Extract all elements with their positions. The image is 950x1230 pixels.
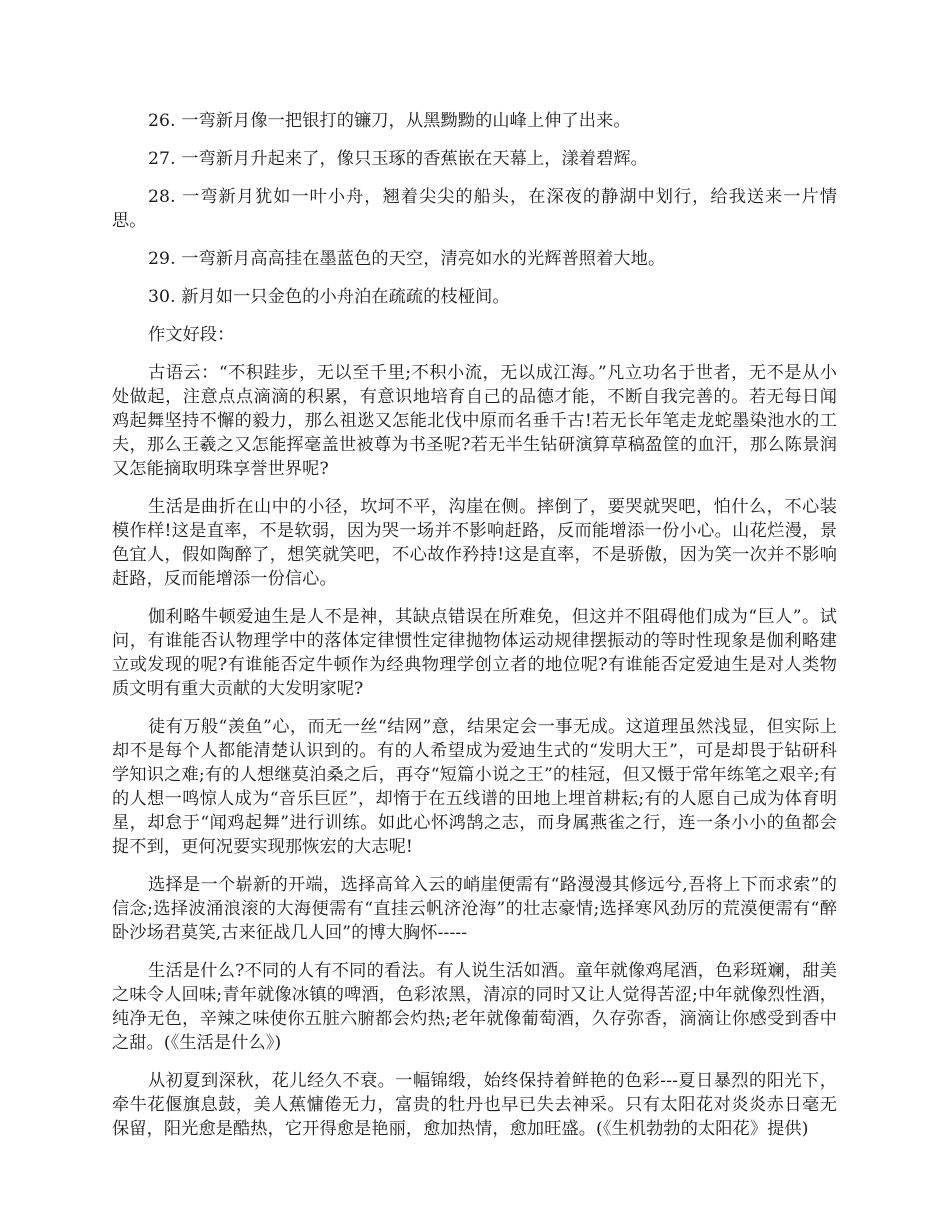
sentence-29: 29. 一弯新月高高挂在墨蓝色的天空，清亮如水的光辉普照着大地。 [148,249,666,269]
paragraph-sun-flower: 从初夏到深秋，花儿经久不衰。一幅锦缎，始终保持着鲜艳的色彩---夏日暴烈的阳光下，牵牛花偃旗息鼓，美人蕉慵倦无力，富贵的牡丹也早已失去神采。只有太阳花对炎炎赤日毫无保留，阳光愈是酷热，它开得愈是艳丽，愈加热情，愈加旺盛。(《生机勃勃的太阳花》提供) [112,1071,837,1139]
section-heading: 作文好段： [148,325,235,345]
sentence-26: 26. 一弯新月像一把银打的镰刀，从黑黝黝的山峰上伸了出来。 [148,111,631,131]
paragraph-life-wine: 生活是什么?不同的人有不同的看法。有人说生活如酒。童年就像鸡尾酒，色彩斑斓，甜美之味令人回味;青年就像冰镇的啤酒，色彩浓黑，清凉的同时又让人觉得苦涩;中年就像烈性酒，纯净无色，辛辣之味使你五脏六腑都会灼热;老年就像葡萄酒，久存弥香，滴滴让你感受到香中之甜。(《生活是什么》) [112,961,837,1053]
paragraph-fish-net: 徒有万般“羡鱼”心，而无一丝“结网”意，结果定会一事无成。这道理虽然浅显，但实际上却不是每个人都能清楚认识到的。有的人希望成为爱迪生式的“发明大王”，可是却畏于钻研科学知识之难;有的人想继莫泊桑之后，再夺“短篇小说之王”的桂冠，但又慑于常年练笔之艰辛;有的人想一鸣惊人成为“音乐巨匠”，却惰于在五线谱的田地上埋首耕耘;有的人愿自己成为体育明星，却怠于“闻鸡起舞”进行训练。如此心怀鸿鹄之志，而身属燕雀之行，连一条小小的鱼都会捉不到，更何况要实现那恢宏的大志呢! [112,717,837,857]
paragraph-ancient-saying: 古语云：“不积跬步，无以至千里;不积小流，无以成江海。”凡立功名于世者，无不是从小处做起，注意点点滴滴的积累，有意识地培育自己的品德才能，不断自我完善的。若无每日闻鸡起舞坚持不懈的毅力，那么祖逖又怎能北伐中原而名垂千古!若无长年笔走龙蛇墨染池水的工夫，那么王羲之又怎能挥毫盖世被尊为书圣呢?若无半生钻研演算草稿盈筐的血汗，那么陈景润又怎能摘取明珠享誉世界呢? [112,363,837,479]
paragraph-giants: 伽利略牛顿爱迪生是人不是神，其缺点错误在所难免，但这并不阻碍他们成为“巨人”。试问，有谁能否认物理学中的落体定律惯性定律抛物体运动规律摆振动的等时性现象是伽利略建立或发现的呢?有谁能否定牛顿作为经典物理学创立者的地位呢?有谁能否定爱迪生是对人类物质文明有重大贡献的大发明家呢? [112,607,837,699]
sentence-27: 27. 一弯新月升起来了，像只玉琢的香蕉嵌在天幕上，漾着碧辉。 [148,149,648,169]
document-body [112,109,837,1155]
sentence-28: 28. 一弯新月犹如一叶小舟，翘着尖尖的船头，在深夜的静湖中划行，给我送来一片情思。 [112,187,837,231]
paragraph-choice: 选择是一个崭新的开端，选择高耸入云的峭崖便需有“路漫漫其修远兮,吾将上下而求索”的信念;选择波涌浪滚的大海便需有“直挂云帆济沧海”的壮志豪情;选择寒风劲厉的荒漠便需有“醉卧沙场君莫笑,古来征战几人回”的博大胸怀----- [112,875,837,943]
sentence-30: 30. 新月如一只金色的小舟泊在疏疏的枝桠间。 [148,287,510,307]
paragraph-life-path: 生活是曲折在山中的小径，坎坷不平，沟崖在侧。摔倒了，要哭就哭吧，怕什么，不心装模作样!这是直率，不是软弱，因为哭一场并不影响赶路，反而能增添一份小心。山花烂漫，景色宜人，假如陶醉了，想笑就笑吧，不心故作矜持!这是直率，不是骄傲，因为笑一次并不影响赶路，反而能增添一份信心。 [112,497,837,589]
